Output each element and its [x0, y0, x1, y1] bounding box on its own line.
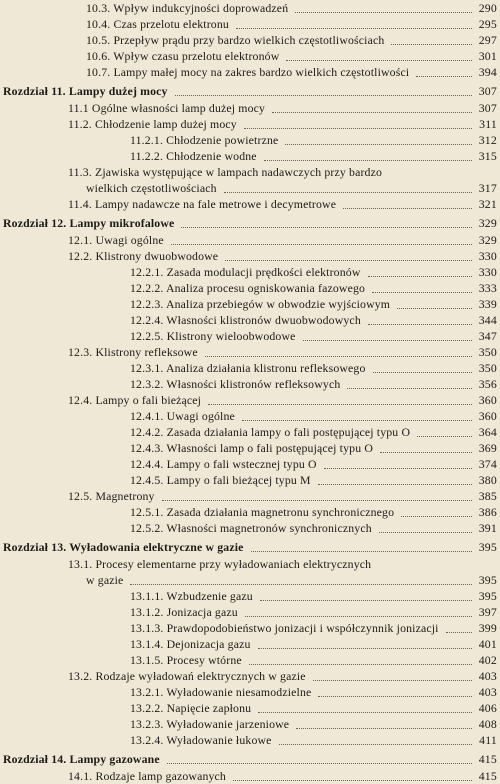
- toc-entry-text: 12.2.2. Analiza procesu ogniskowania fazowego: [130, 281, 368, 295]
- toc-entry-text: 13.1.2. Jonizacja gazu: [130, 605, 241, 619]
- dot-leader: [417, 420, 472, 437]
- toc-entry-text: 12.3.1. Analiza działania klistronu refleksowego: [130, 361, 369, 375]
- toc-entry-text: 11.1 Ogólne własności lamp dużej mocy: [68, 101, 268, 115]
- dot-leader: [260, 584, 472, 601]
- dot-leader: [167, 747, 472, 764]
- toc-entry-text: 10.7. Lampy małej mocy na zakres bardzo wielkich częstotliwości: [86, 65, 412, 79]
- toc-entry-text: 11.4. Lampy nadawcze na fale metrowe i decymetrowe: [68, 197, 339, 211]
- toc-entry-text: 11.3. Zjawiska występujące w lampach nadawczych przy bardzo: [68, 165, 385, 179]
- toc-entry-text: 13.2.2. Napięcie zapłonu: [130, 701, 254, 715]
- toc-page-number: 330: [478, 249, 497, 263]
- dot-leader: [181, 211, 472, 228]
- toc-entry-text: 13.2. Rodzaje wyładowań elektrycznych w gazie: [68, 669, 309, 683]
- toc-entry-title: [130, 148, 260, 164]
- dot-leader: [175, 79, 472, 96]
- toc-entry-title: [130, 328, 299, 344]
- toc-entry-text: 12.2.3. Analiza przebiegów w obwodzie wyjściowym: [130, 297, 393, 311]
- toc-page-number: 297: [478, 33, 497, 47]
- toc-entry-title: [68, 232, 167, 248]
- toc-entry-text: wielkich częstotliwościach: [86, 181, 220, 195]
- toc-entry-title: [3, 751, 163, 768]
- toc-entry-text: 12.5.2. Własności magnetronów synchronicznych: [130, 521, 375, 535]
- dot-leader: [391, 28, 472, 45]
- toc-page-number: 408: [478, 717, 497, 731]
- toc-entry-text: Rozdział 14. Lampy gazowane: [3, 752, 163, 766]
- toc-entry-title: [130, 700, 254, 716]
- toc-entry: [0, 768, 500, 784]
- toc-entry-text: 12.4.5. Lampy o fali bieżącej typu M: [130, 473, 314, 487]
- toc-entry-title: [68, 116, 240, 132]
- toc-page-number: 339: [478, 297, 497, 311]
- toc-page-number: 397: [478, 605, 497, 619]
- toc-page-number: 364: [478, 425, 497, 439]
- toc-entry-title: [130, 652, 245, 668]
- toc-page-number: 311: [479, 117, 497, 131]
- toc-entry: [0, 520, 500, 536]
- toc-entry-text: 11.2.2. Chłodzenie wodne: [130, 149, 260, 163]
- toc-page-number: 380: [478, 473, 497, 487]
- toc-entry-title: [68, 392, 204, 408]
- toc-page-number: 394: [478, 65, 497, 79]
- toc-entry-text: 13.1.5. Procesy wtórne: [130, 653, 245, 667]
- dot-leader: [272, 96, 472, 113]
- toc-page-number: 301: [478, 49, 497, 63]
- toc-entry-text: 12.4.3. Własności lamp o fali postępującej typu O: [130, 441, 376, 455]
- toc-entry-title: [68, 556, 374, 572]
- toc-entry: [0, 732, 500, 748]
- toc-entry-title: [68, 100, 268, 116]
- toc-entry-text: 13.1.1. Wzbudzenie gazu: [130, 589, 256, 603]
- dot-leader: [251, 535, 472, 552]
- toc-page-number: 329: [478, 216, 497, 230]
- toc-chapter-entry: [0, 539, 500, 556]
- toc-entry-title: [3, 215, 177, 232]
- toc-entry-text: 12.2.5. Klistrony wieloobwodowe: [130, 329, 299, 343]
- toc-page-number: 317: [478, 181, 497, 195]
- toc-page-number: 411: [479, 733, 497, 747]
- toc-entry-title: [130, 684, 314, 700]
- toc-entry-title: [86, 64, 412, 80]
- dot-leader: [401, 500, 472, 517]
- toc-page-number: 350: [478, 361, 497, 375]
- toc-entry-text: 10.6. Wpływ czasu przelotu elektronów: [86, 49, 282, 63]
- toc-entry-title: [68, 164, 385, 180]
- toc-entry-text: 10.5. Przepływ prądu przy bardzo wielkich częstotliwościach: [86, 33, 387, 47]
- toc-entry-text: 10.4. Czas przelotu elektronu: [86, 17, 232, 31]
- toc-entry-title: [68, 488, 158, 504]
- toc-entry-text: 13.1.4. Dejonizacja gazu: [130, 637, 254, 651]
- toc-page-number: 356: [478, 377, 497, 391]
- toc-entry-title: [130, 732, 275, 748]
- toc-entry-title: [130, 296, 393, 312]
- toc-page-number: 399: [478, 621, 497, 635]
- toc-entry-title: [130, 504, 397, 520]
- toc-entry-title: [130, 636, 254, 652]
- toc-entry-title: [68, 196, 339, 212]
- dot-leader: [264, 144, 472, 161]
- toc-entry: [0, 196, 500, 212]
- dot-leader: [171, 228, 472, 245]
- toc-entry-title: [130, 264, 364, 280]
- toc-entry-title: [130, 312, 364, 328]
- toc-page-number: 403: [478, 685, 497, 699]
- dot-leader: [245, 600, 472, 617]
- toc-entry-text: 12.2.1. Zasada modulacji prędkości elektronów: [130, 265, 364, 279]
- toc-entry-text: 13.2.1. Wyładowanie niesamodzielne: [130, 685, 314, 699]
- toc-entry-text: 14.1. Rodzaje lamp gazowanych: [68, 769, 229, 783]
- toc-entry-title: [86, 572, 126, 588]
- dot-leader: [313, 664, 472, 681]
- toc-entry-text: w gazie: [86, 573, 126, 587]
- toc-entry: [0, 64, 500, 80]
- toc-page-number: 395: [478, 573, 497, 587]
- toc-entry-text: Rozdział 11. Lampy dużej mocy: [3, 84, 171, 98]
- toc-page-number: 385: [478, 489, 497, 503]
- dot-leader: [372, 276, 472, 293]
- toc-page-number: 406: [478, 701, 497, 715]
- toc-page-number: 290: [478, 1, 497, 15]
- dot-leader: [343, 192, 472, 209]
- toc-entry-title: [3, 83, 171, 100]
- dot-leader: [373, 356, 472, 373]
- toc-entry-text: 10.3. Wpływ indukcyjności doprowadzeń: [86, 1, 291, 15]
- toc-entry-title: [86, 0, 291, 16]
- dot-leader: [318, 468, 472, 485]
- toc-entry-title: [68, 668, 309, 684]
- toc-entry-text: 12.4.2. Zasada działania lampy o fali postępującej typu O: [130, 425, 413, 439]
- toc-page-number: 415: [478, 752, 497, 766]
- toc-entry-title: [86, 16, 232, 32]
- toc-entry-title: [130, 620, 442, 636]
- dot-leader: [285, 128, 472, 145]
- toc-page-number: 391: [478, 521, 497, 535]
- toc-page-number: 312: [478, 133, 497, 147]
- toc-page-number: 333: [478, 281, 497, 295]
- toc-entry-title: [130, 408, 238, 424]
- toc-page-number: 369: [478, 441, 497, 455]
- toc-entry: [0, 148, 500, 164]
- toc-entry-title: [130, 716, 292, 732]
- toc-entry-title: [130, 280, 368, 296]
- toc-entry-text: 12.3.2. Własności klistronów refleksowych: [130, 377, 343, 391]
- toc-page-number: 395: [478, 540, 497, 554]
- toc-entry-text: 13.2.3. Wyładowanie jarzeniowe: [130, 717, 292, 731]
- toc-entry-title: [130, 440, 376, 456]
- toc-entry-text: 12.4.1. Uwagi ogólne: [130, 409, 238, 423]
- dot-leader: [249, 648, 472, 665]
- toc-entry-text: 12.4.4. Lampy o fali wstecznej typu O: [130, 457, 320, 471]
- toc-entry-title: [68, 768, 229, 784]
- toc-entry-title: [130, 456, 320, 472]
- toc-page-number: 360: [478, 409, 497, 423]
- toc-entry-text: 11.2. Chłodzenie lamp dużej mocy: [68, 117, 240, 131]
- toc-entry-title: [130, 604, 241, 620]
- toc-entry-title: [130, 520, 375, 536]
- toc-page-number: 402: [478, 653, 497, 667]
- toc-entry: [0, 620, 500, 636]
- toc-page-number: 307: [478, 101, 497, 115]
- toc-page-number: 415: [478, 769, 497, 783]
- toc-page-number: 395: [478, 589, 497, 603]
- dot-leader: [397, 292, 472, 309]
- dot-leader: [318, 680, 472, 697]
- toc-entry-title: [130, 588, 256, 604]
- toc-entry-title: [130, 360, 369, 376]
- toc-entry-text: Rozdział 13. Wyładowania elektryczne w gazie: [3, 540, 247, 554]
- toc-entry-text: 12.2. Klistrony dwuobwodowe: [68, 249, 221, 263]
- toc-page-number: 347: [478, 329, 497, 343]
- toc-page-number: 401: [478, 637, 497, 651]
- dot-leader: [416, 60, 472, 77]
- toc-entry-title: [130, 376, 343, 392]
- toc-page-number: 374: [478, 457, 497, 471]
- toc-entry-text: 13.1.3. Prawdopodobieństwo jonizacji i współczynnik jonizacji: [130, 621, 442, 635]
- dot-leader: [368, 260, 473, 277]
- toc-entry-title: [86, 48, 282, 64]
- toc-entry-title: [130, 132, 281, 148]
- toc-page-number: 329: [478, 233, 497, 247]
- toc-page-number: 307: [478, 84, 497, 98]
- toc-entry-text: 12.5.1. Zasada działania magnetronu synchronicznego: [130, 505, 397, 519]
- dot-leader: [242, 404, 472, 421]
- toc-entry-text: Rozdział 12. Lampy mikrofalowe: [3, 216, 177, 230]
- toc-entry-title: [86, 180, 220, 196]
- toc-page-number: 295: [478, 17, 497, 31]
- dot-leader: [446, 616, 472, 633]
- toc-entry-title: [68, 344, 201, 360]
- toc-entry-title: [68, 248, 221, 264]
- toc-entry-text: 12.3. Klistrony refleksowe: [68, 345, 201, 359]
- toc-entry-text: 11.2.1. Chłodzenie powietrzne: [130, 133, 281, 147]
- toc-entry: [0, 604, 500, 620]
- toc-entry-text: 13.2.4. Wyładowanie łukowe: [130, 733, 275, 747]
- toc-entry-text: 12.4. Lampy o fali bieżącej: [68, 393, 204, 407]
- toc-page-number: 386: [478, 505, 497, 519]
- toc-page-number: 360: [478, 393, 497, 407]
- dot-leader: [244, 112, 472, 129]
- toc-page-number: 350: [478, 345, 497, 359]
- toc-entry-text: 13.1. Procesy elementarne przy wyładowaniach elektrycznych: [68, 557, 374, 571]
- toc-entry-title: [3, 539, 247, 556]
- dot-leader: [233, 764, 472, 781]
- toc-page-number: 330: [478, 265, 497, 279]
- toc-page-number: 403: [478, 669, 497, 683]
- toc-entry-title: [130, 424, 413, 440]
- toc-entry-text: 12.5. Magnetrony: [68, 489, 158, 503]
- toc-page-number: 321: [478, 197, 497, 211]
- toc-page-number: 344: [478, 313, 497, 327]
- dot-leader: [225, 244, 472, 261]
- dot-leader: [279, 728, 472, 745]
- toc-page-number: 315: [478, 149, 497, 163]
- toc-entry-text: 12.2.4. Własności klistronów dwuobwodowych: [130, 313, 364, 327]
- toc-entry-text: 12.1. Uwagi ogólne: [68, 233, 167, 247]
- toc-entry-title: [130, 472, 314, 488]
- dot-leader: [296, 712, 472, 729]
- toc-entry-title: [86, 32, 387, 48]
